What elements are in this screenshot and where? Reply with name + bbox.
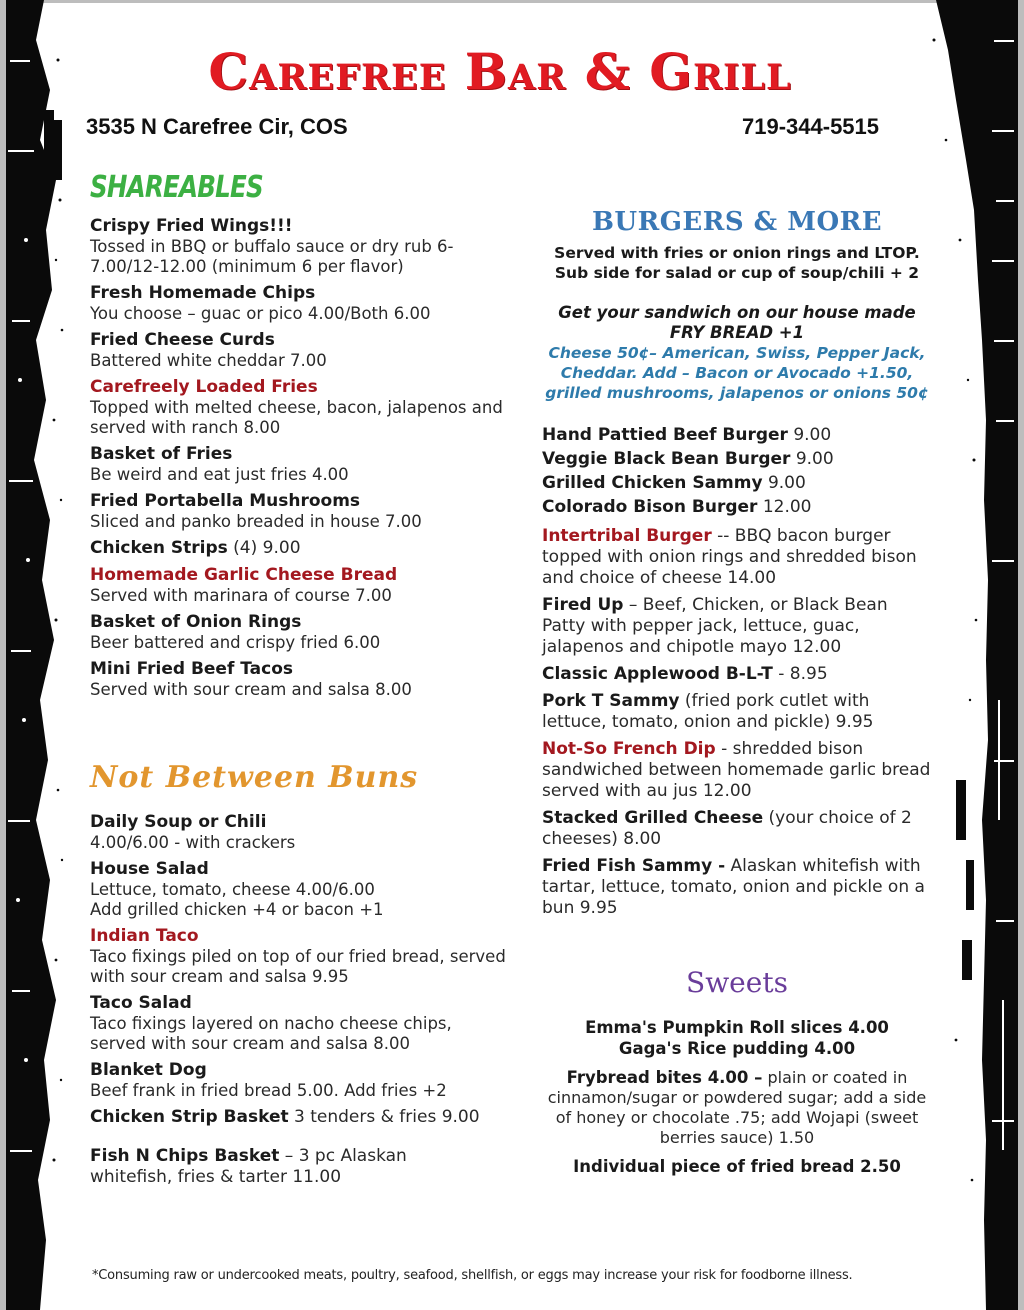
item-name: Chicken Strip Basket <box>90 1107 289 1127</box>
item-desc: (4) 9.00 <box>227 538 301 558</box>
menu-item <box>90 538 510 559</box>
item-desc: Served with sour cream and salsa 8.00 <box>90 680 412 699</box>
burgers-heading: BURGERS & MORE <box>591 207 883 237</box>
item-name: Fried Fish Sammy - <box>542 856 726 876</box>
item-price: 12.00 <box>757 497 812 517</box>
item-name-line <box>542 739 932 802</box>
item-name-line <box>542 808 932 850</box>
item-name-line <box>542 526 932 589</box>
item-desc: 4.00/6.00 - with crackers <box>90 833 296 852</box>
menu-item <box>90 993 510 1054</box>
item-name: Classic Applewood B-L-T <box>542 664 773 684</box>
left-column <box>90 168 510 1194</box>
food-safety-disclaimer: *Consuming raw or undercooked meats, poultry, seafood, shellfish, or eggs may increase your risk for foodborne illness. <box>92 1268 853 1283</box>
menu-item <box>90 283 510 324</box>
item-name: Fish N Chips Basket <box>90 1146 280 1166</box>
menu-item <box>90 612 510 653</box>
item-desc: – 3 pc Alaskan whitefish, fries & tarter 11.00 <box>90 1146 407 1187</box>
item-name: Pork T Sammy <box>542 691 680 711</box>
frame-right <box>1018 0 1024 1310</box>
item-desc: Lettuce, tomato, cheese 4.00/6.00 <box>90 880 375 899</box>
item-name: Basket of Onion Rings <box>90 612 302 632</box>
item-name: Stacked Grilled Cheese <box>542 808 764 828</box>
menu-item <box>90 1060 510 1101</box>
sweets-item <box>542 1067 932 1148</box>
item-name: Crispy Fried Wings!!! <box>90 216 293 236</box>
menu-item <box>542 473 932 494</box>
item-name: Fired Up <box>542 595 624 615</box>
item-desc: – Beef, Chicken, or Black Bean Patty with pepper jack, lettuce, guac, jalapenos and chipotle mayo 12.00 <box>542 595 888 657</box>
fry-bread-note: FRY BREAD +1 <box>669 323 805 342</box>
menu-item <box>90 1107 510 1128</box>
frame-top <box>0 0 1024 3</box>
item-price: 9.00 <box>762 473 806 493</box>
item-name-line <box>542 664 932 685</box>
item-name-line <box>542 691 932 733</box>
item-name-highlight: Indian Taco <box>90 926 199 946</box>
item-name: Frybread bites 4.00 – <box>566 1068 763 1087</box>
item-name-highlight: Homemade Garlic Cheese Bread <box>90 565 398 585</box>
item-name-highlight: Not-So French Dip <box>542 739 716 759</box>
item-desc: Be weird and eat just fries 4.00 <box>90 465 349 484</box>
item-name-line <box>542 856 932 919</box>
menu-item <box>542 526 932 589</box>
item-name: Fresh Homemade Chips <box>90 283 316 303</box>
menu-item <box>90 330 510 371</box>
menu-item <box>90 926 510 987</box>
item-desc: You choose – guac or pico 4.00/Both 6.00 <box>90 304 431 323</box>
item-desc: -- BBQ bacon burger topped with onion rings and shredded bison and choice of cheese 14.00 <box>542 526 917 588</box>
item-name: Fried Cheese Curds <box>90 330 275 350</box>
item-desc: Beer battered and crispy fried 6.00 <box>90 633 381 652</box>
menu-item <box>542 739 932 802</box>
item-desc: Add grilled chicken +4 or bacon +1 <box>90 900 384 919</box>
menu-item <box>90 812 510 853</box>
menu-item <box>542 691 932 733</box>
item-name: Taco Salad <box>90 993 192 1013</box>
item-desc: Taco fixings layered on nacho cheese chips, served with sour cream and salsa 8.00 <box>90 1014 452 1053</box>
item-name: Fried Portabella Mushrooms <box>90 491 361 511</box>
restaurant-phone: 719-344-5515 <box>742 114 880 139</box>
right-column <box>542 205 932 1177</box>
menu-item <box>542 808 932 850</box>
item-name-highlight: Intertribal Burger <box>542 526 712 546</box>
sweets-item: Gaga's Rice pudding 4.00 <box>618 1039 856 1058</box>
item-desc: - 8.95 <box>772 664 828 684</box>
item-name: Veggie Black Bean Burger <box>542 449 791 469</box>
item-desc: (fried pork cutlet with lettuce, tomato, onion and pickle) 9.95 <box>542 691 874 732</box>
menu-item <box>542 449 932 470</box>
not-between-buns-heading: Not Between Buns <box>90 760 419 795</box>
menu-item <box>90 565 510 606</box>
item-desc: plain or coated in cinnamon/sugar or powdered sugar; add a side of honey or chocolate .75; add Wojapi (sweet berries sauce) 1.50 <box>547 1068 927 1147</box>
item-price: 9.00 <box>790 449 834 469</box>
item-desc: - shredded bison sandwiched between homemade garlic bread served with au jus 12.00 <box>542 739 931 801</box>
item-name-highlight: Carefreely Loaded Fries <box>90 377 318 397</box>
item-desc: Sliced and panko breaded in house 7.00 <box>90 512 422 531</box>
item-name: Hand Pattied Beef Burger <box>542 425 788 445</box>
menu-item <box>542 664 932 685</box>
item-name-line <box>90 1107 510 1128</box>
shareables-heading: SHAREABLES <box>90 170 263 205</box>
restaurant-title: Carefree Bar & Grill <box>208 42 792 101</box>
item-desc: Beef frank in fried bread 5.00. Add fries +2 <box>90 1081 447 1100</box>
item-name: Blanket Dog <box>90 1060 207 1080</box>
grunge-border-right <box>926 0 1018 1310</box>
menu-item <box>542 595 932 658</box>
item-name-line <box>542 595 932 658</box>
sweets-list <box>542 1017 932 1177</box>
item-desc: Battered white cheddar 7.00 <box>90 351 327 370</box>
menu-item <box>90 377 510 438</box>
grunge-border-left <box>6 0 68 1310</box>
item-desc: Served with marinara of course 7.00 <box>90 586 392 605</box>
menu-item <box>90 1146 420 1188</box>
item-desc: 3 tenders & fries 9.00 <box>288 1107 480 1127</box>
item-desc: (your choice of 2 cheeses) 8.00 <box>542 808 912 849</box>
burgers-subtitle: Served with fries or onion rings and LTOP. <box>554 244 920 262</box>
menu-item <box>90 216 510 277</box>
restaurant-address: 3535 N Carefree Cir, COS <box>86 114 348 139</box>
item-name: Basket of Fries <box>90 444 233 464</box>
menu-item <box>90 659 510 700</box>
burger-addons: Cheese 50¢– American, Swiss, Pepper Jack, Cheddar. Add – Bacon or Avocado +1.50, grilled mushrooms, jalapenos or onions 50¢ <box>545 344 929 402</box>
sweets-item: Individual piece of fried bread 2.50 <box>573 1157 901 1176</box>
item-name: Daily Soup or Chili <box>90 812 267 832</box>
item-name: House Salad <box>90 859 209 879</box>
burgers-subtitle: Sub side for salad or cup of soup/chili + 2 <box>554 264 920 282</box>
menu-item <box>90 444 510 485</box>
item-name-line <box>90 538 510 559</box>
fry-bread-note: Get your sandwich on our house made <box>558 303 916 322</box>
sweets-item: Emma's Pumpkin Roll slices 4.00 <box>585 1018 889 1037</box>
item-name: Grilled Chicken Sammy <box>542 473 763 493</box>
sweets-heading: Sweets <box>686 966 788 999</box>
item-price: 9.00 <box>787 425 832 445</box>
item-name: Chicken Strips <box>90 538 228 558</box>
menu-item <box>542 856 932 919</box>
item-desc: Topped with melted cheese, bacon, jalapenos and served with ranch 8.00 <box>90 398 503 437</box>
menu-item <box>90 859 510 920</box>
item-desc: Taco fixings piled on top of our fried bread, served with sour cream and salsa 9.95 <box>90 947 506 986</box>
item-name-line <box>90 1146 420 1188</box>
menu-item <box>542 497 932 518</box>
item-desc: Alaskan whitefish with tartar, lettuce, tomato, onion and pickle on a bun 9.95 <box>542 856 925 918</box>
item-desc: Tossed in BBQ or buffalo sauce or dry rub 6-7.00/12-12.00 (minimum 6 per flavor) <box>90 237 454 276</box>
burger-simple-list <box>542 425 932 518</box>
item-name: Colorado Bison Burger <box>542 497 758 517</box>
item-name: Mini Fried Beef Tacos <box>90 659 294 679</box>
menu-item <box>542 425 932 446</box>
menu-item <box>90 491 510 532</box>
